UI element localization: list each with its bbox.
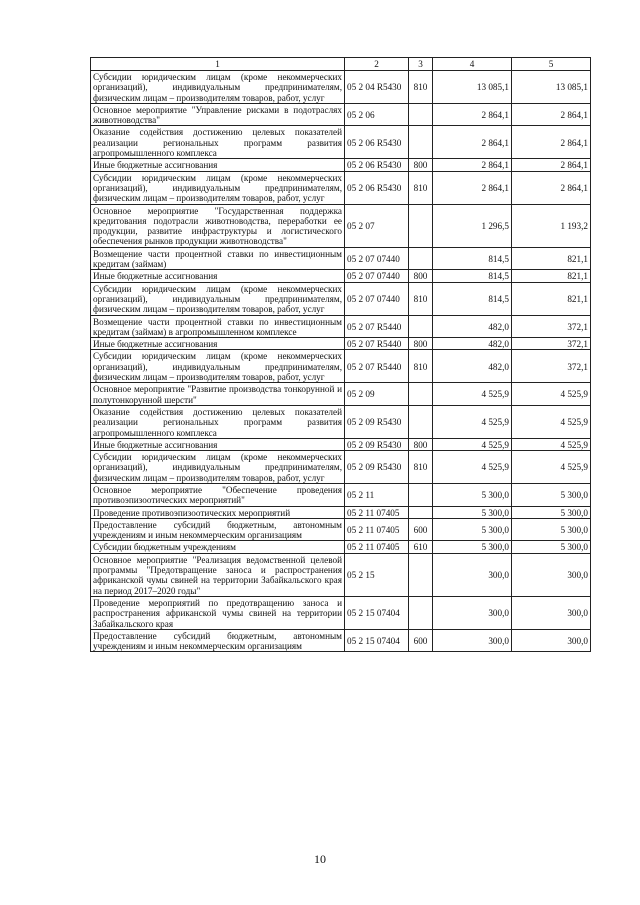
row-code: 05 2 06: [345, 103, 409, 126]
table-row: [91, 204, 591, 247]
row-value-col4: 2 864,1: [433, 103, 512, 126]
row-value-col5: 372,1: [512, 315, 591, 338]
table-row: [91, 171, 591, 204]
row-name: Иные бюджетные ассигнования: [91, 270, 345, 282]
table-row: [91, 383, 591, 406]
row-code: 05 2 06 R5430: [345, 171, 409, 204]
row-value-col5: 5 300,0: [512, 506, 591, 518]
row-code: 05 2 11 07405: [345, 518, 409, 541]
row-code: 05 2 11: [345, 483, 409, 506]
page-number: 10: [314, 852, 326, 866]
table-row: [91, 506, 591, 518]
row-value-col5: 5 300,0: [512, 483, 591, 506]
row-name: Основное мероприятие "Развитие производства тонкорунной и полутонкорунной шерсти": [91, 383, 345, 406]
row-expense-type: [409, 506, 433, 518]
table-row: [91, 451, 591, 484]
row-value-col4: 5 300,0: [433, 518, 512, 541]
row-value-col5: 4 525,9: [512, 438, 591, 450]
row-name: Предоставление субсидий бюджетным, автономным учреждениям и иным некоммерческим организациям: [91, 629, 345, 652]
row-value-col5: 300,0: [512, 596, 591, 629]
table-row: [91, 553, 591, 596]
row-value-col4: 814,5: [433, 247, 512, 270]
row-value-col4: 13 085,1: [433, 71, 512, 104]
row-expense-type: [409, 247, 433, 270]
row-value-col4: 5 300,0: [433, 483, 512, 506]
row-name: Основное мероприятие "Реализация ведомственной целевой программы "Предотвращение заноса и распространения африканской чумы свиней на территории Забайкальского края на период 2017–2020 годы": [91, 553, 345, 596]
table-header-row: [91, 58, 591, 71]
row-expense-type: 810: [409, 282, 433, 315]
row-expense-type: [409, 553, 433, 596]
table-row: [91, 518, 591, 541]
row-expense-type: 800: [409, 159, 433, 171]
row-name: Оказание содействия достижению целевых показателей реализации региональных программ развития агропромышленного комплекса: [91, 126, 345, 159]
row-name: Основное мероприятие "Обеспечение проведения противоэпизоотических мероприятий": [91, 483, 345, 506]
row-expense-type: 610: [409, 541, 433, 553]
row-expense-type: 600: [409, 518, 433, 541]
row-expense-type: [409, 383, 433, 406]
row-value-col4: 482,0: [433, 338, 512, 350]
table-row: [91, 483, 591, 506]
table-row: [91, 438, 591, 450]
row-code: 05 2 07: [345, 204, 409, 247]
row-value-col4: 482,0: [433, 315, 512, 338]
row-code: 05 2 06 R5430: [345, 159, 409, 171]
row-name: Основное мероприятие "Государственная поддержка кредитования подотрасли животноводства, переработки ее продукции, развитие инфраструктуры и логистического обеспечения рынков продукции животноводства": [91, 204, 345, 247]
header-col-3: 3: [409, 58, 433, 71]
table-row: [91, 282, 591, 315]
row-name: Субсидии юридическим лицам (кроме некоммерческих организаций), индивидуальным предпринимателям, физическим лицам – производителям товаров, работ, услуг: [91, 350, 345, 383]
row-name: Проведение противоэпизоотических мероприятий: [91, 506, 345, 518]
row-expense-type: 810: [409, 171, 433, 204]
row-code: 05 2 07 R5440: [345, 315, 409, 338]
row-code: 05 2 06 R5430: [345, 126, 409, 159]
table-row: [91, 596, 591, 629]
row-value-col5: 821,1: [512, 270, 591, 282]
table-row: [91, 71, 591, 104]
row-code: 05 2 09 R5430: [345, 438, 409, 450]
row-value-col5: 5 300,0: [512, 518, 591, 541]
row-value-col5: 2 864,1: [512, 159, 591, 171]
row-value-col5: 1 193,2: [512, 204, 591, 247]
row-value-col5: 4 525,9: [512, 405, 591, 438]
table-row: [91, 315, 591, 338]
row-value-col5: 300,0: [512, 553, 591, 596]
row-value-col5: 4 525,9: [512, 451, 591, 484]
table-row: [91, 159, 591, 171]
table-row: [91, 350, 591, 383]
row-name: Субсидии юридическим лицам (кроме некоммерческих организаций), индивидуальным предпринимателям, физическим лицам – производителям товаров, работ, услуг: [91, 282, 345, 315]
table-row: [91, 126, 591, 159]
row-value-col5: 2 864,1: [512, 103, 591, 126]
row-name: Возмещение части процентной ставки по инвестиционным кредитам (займам) в агропромышленном комплексе: [91, 315, 345, 338]
row-value-col5: 372,1: [512, 350, 591, 383]
row-value-col5: 372,1: [512, 338, 591, 350]
row-value-col4: 1 296,5: [433, 204, 512, 247]
row-code: 05 2 09 R5430: [345, 451, 409, 484]
row-code: 05 2 15 07404: [345, 596, 409, 629]
row-code: 05 2 07 R5440: [345, 338, 409, 350]
row-expense-type: 810: [409, 451, 433, 484]
row-expense-type: 810: [409, 350, 433, 383]
row-name: Субсидии юридическим лицам (кроме некоммерческих организаций), индивидуальным предпринимателям, физическим лицам – производителям товаров, работ, услуг: [91, 71, 345, 104]
header-col-1: 1: [91, 58, 345, 71]
row-value-col4: 814,5: [433, 270, 512, 282]
row-expense-type: [409, 126, 433, 159]
row-name: Субсидии бюджетным учреждениям: [91, 541, 345, 553]
row-name: Предоставление субсидий бюджетным, автономным учреждениям и иным некоммерческим организациям: [91, 518, 345, 541]
row-value-col4: 5 300,0: [433, 506, 512, 518]
row-name: Иные бюджетные ассигнования: [91, 159, 345, 171]
row-value-col4: 300,0: [433, 629, 512, 652]
row-value-col4: 5 300,0: [433, 541, 512, 553]
row-value-col4: 4 525,9: [433, 451, 512, 484]
row-value-col4: 4 525,9: [433, 405, 512, 438]
row-expense-type: 800: [409, 270, 433, 282]
row-expense-type: 800: [409, 338, 433, 350]
row-code: 05 2 07 07440: [345, 282, 409, 315]
row-expense-type: [409, 103, 433, 126]
row-value-col5: 13 085,1: [512, 71, 591, 104]
row-value-col5: 4 525,9: [512, 383, 591, 406]
budget-table: [90, 57, 591, 652]
row-name: Оказание содействия достижению целевых показателей реализации региональных программ развития агропромышленного комплекса: [91, 405, 345, 438]
row-expense-type: 800: [409, 438, 433, 450]
row-expense-type: [409, 596, 433, 629]
row-code: 05 2 11 07405: [345, 541, 409, 553]
row-value-col5: 300,0: [512, 629, 591, 652]
row-code: 05 2 07 07440: [345, 247, 409, 270]
row-expense-type: 600: [409, 629, 433, 652]
row-name: Субсидии юридическим лицам (кроме некоммерческих организаций), индивидуальным предпринимателям, физическим лицам – производителям товаров, работ, услуг: [91, 171, 345, 204]
row-value-col4: 300,0: [433, 553, 512, 596]
row-code: 05 2 07 R5440: [345, 350, 409, 383]
row-value-col4: 2 864,1: [433, 159, 512, 171]
row-code: 05 2 07 07440: [345, 270, 409, 282]
row-value-col5: 5 300,0: [512, 541, 591, 553]
row-name: Иные бюджетные ассигнования: [91, 438, 345, 450]
row-value-col4: 482,0: [433, 350, 512, 383]
row-value-col4: 2 864,1: [433, 171, 512, 204]
row-code: 05 2 09: [345, 383, 409, 406]
table-row: [91, 247, 591, 270]
row-name: Возмещение части процентной ставки по инвестиционным кредитам (займам): [91, 247, 345, 270]
row-value-col5: 2 864,1: [512, 126, 591, 159]
row-expense-type: [409, 483, 433, 506]
row-name: Проведение мероприятий по предотвращению заноса и распространения африканской чумы свиней на территории Забайкальского края: [91, 596, 345, 629]
row-value-col4: 300,0: [433, 596, 512, 629]
row-expense-type: [409, 204, 433, 247]
row-code: 05 2 15 07404: [345, 629, 409, 652]
row-expense-type: 810: [409, 71, 433, 104]
header-col-4: 4: [433, 58, 512, 71]
table-row: [91, 405, 591, 438]
row-name: Основное мероприятие "Управление рисками в подотраслях животноводства": [91, 103, 345, 126]
row-value-col5: 821,1: [512, 247, 591, 270]
table-row: [91, 270, 591, 282]
row-value-col4: 4 525,9: [433, 438, 512, 450]
row-expense-type: [409, 405, 433, 438]
row-name: Субсидии юридическим лицам (кроме некоммерческих организаций), индивидуальным предпринимателям, физическим лицам – производителям товаров, работ, услуг: [91, 451, 345, 484]
table-row: [91, 338, 591, 350]
row-code: 05 2 11 07405: [345, 506, 409, 518]
row-code: 05 2 04 R5430: [345, 71, 409, 104]
row-value-col4: 4 525,9: [433, 383, 512, 406]
row-value-col5: 821,1: [512, 282, 591, 315]
row-expense-type: [409, 315, 433, 338]
header-col-5: 5: [512, 58, 591, 71]
row-value-col4: 2 864,1: [433, 126, 512, 159]
row-name: Иные бюджетные ассигнования: [91, 338, 345, 350]
row-code: 05 2 09 R5430: [345, 405, 409, 438]
row-code: 05 2 15: [345, 553, 409, 596]
table-row: [91, 629, 591, 652]
table-row: [91, 103, 591, 126]
row-value-col5: 2 864,1: [512, 171, 591, 204]
header-col-2: 2: [345, 58, 409, 71]
table-row: [91, 541, 591, 553]
row-value-col4: 814,5: [433, 282, 512, 315]
